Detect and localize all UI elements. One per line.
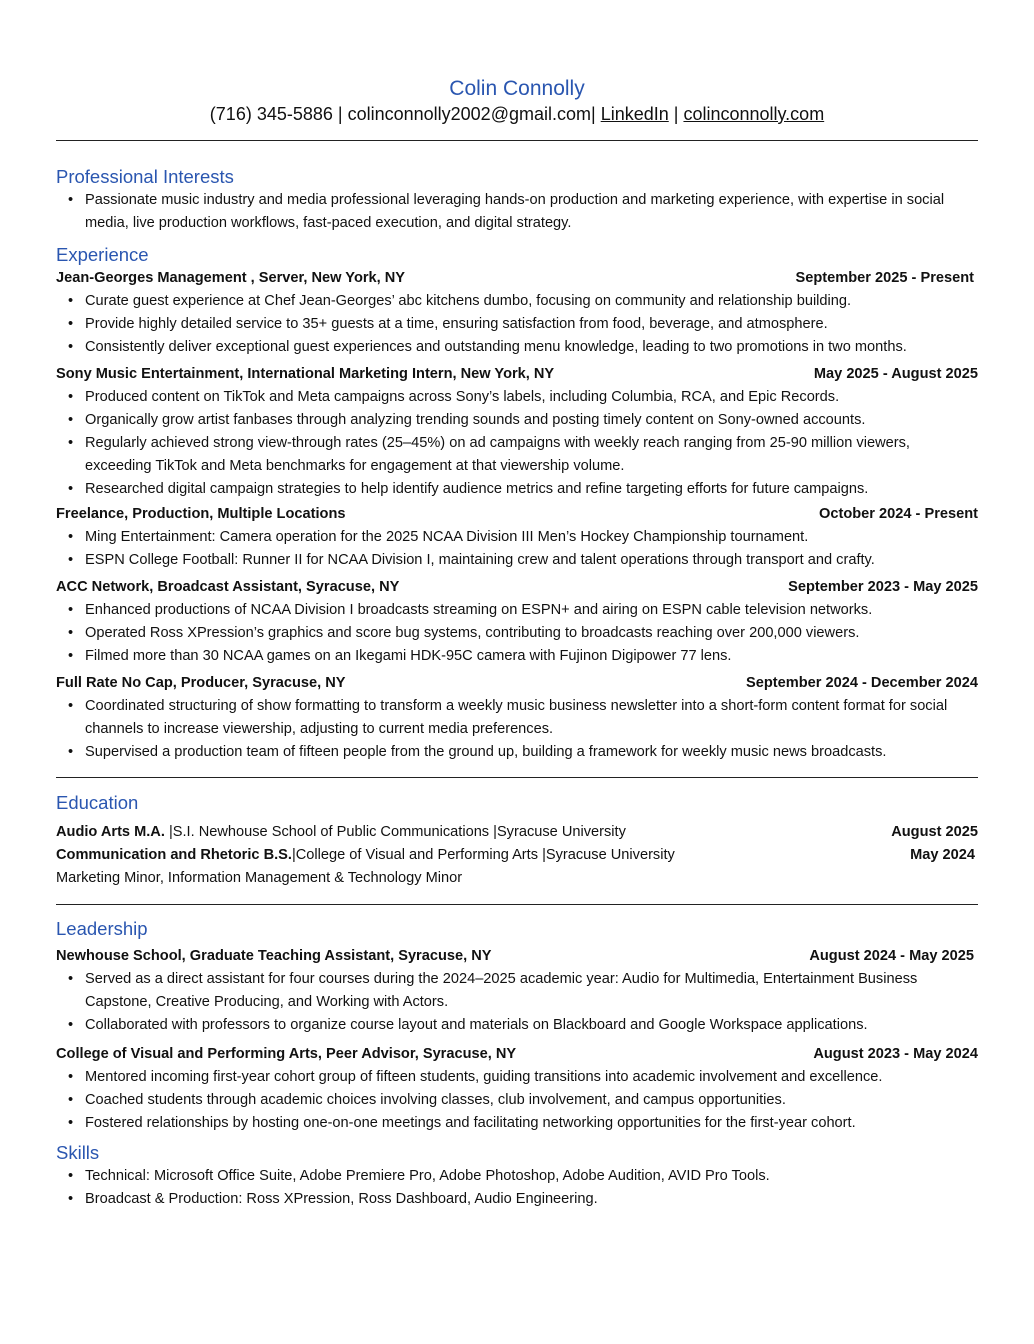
job-title: College of Visual and Performing Arts, Peer Advisor, Syracuse, NY	[56, 1046, 517, 1062]
job-title: Newhouse School, Graduate Teaching Assistant, Syracuse, NY	[56, 948, 492, 964]
job-bullets	[56, 526, 978, 572]
school-name: |S.I. Newhouse School of Public Communications |Syracuse University	[164, 824, 626, 840]
job-heading	[56, 672, 978, 695]
candidate-name: Colin Connolly	[449, 77, 585, 100]
section-title-experience: Experience	[56, 244, 149, 265]
degree-date: August 2025	[891, 824, 978, 840]
list-item: • Regularly achieved strong view-through rates (25–45%) on ad campaigns with weekly reach ranging from 25-90 million viewers, exceeding TikTok and Meta benchmarks for engagement at that viewership volume.	[56, 432, 978, 478]
section-title-interests: Professional Interests	[56, 166, 234, 187]
list-item: • Operated Ross XPression’s graphics and score bug systems, contributing to broadcasts reaching over 200,000 viewers.	[56, 622, 978, 645]
education-row	[56, 844, 978, 867]
job-heading	[56, 503, 978, 526]
separator: |	[673, 104, 684, 124]
interests-section	[56, 165, 978, 235]
school-name: |College of Visual and Performing Arts |Syracuse University	[291, 847, 675, 863]
list-item: • Served as a direct assistant for four courses during the 2024–2025 academic year: Audio for Multimedia, Entertainment Business Capstone, Creative Producing, and Working with Actors.	[56, 968, 978, 1014]
linkedin-link[interactable]: LinkedIn	[600, 104, 669, 124]
list-item: • Fostered relationships by hosting one-on-one meetings and facilitating networking opportunities for the first-year cohort.	[56, 1112, 978, 1135]
job-dates: August 2024 - May 2025	[809, 948, 974, 964]
minors-line: Marketing Minor, Information Management & Technology Minor	[56, 870, 463, 886]
list-item: • Collaborated with professors to organize course layout and materials on Blackboard and Google Workspace applications.	[56, 1014, 978, 1037]
list-item: • Technical: Microsoft Office Suite, Adobe Premiere Pro, Adobe Photoshop, Adobe Audition, AVID Pro Tools.	[56, 1165, 978, 1188]
job-bullets	[56, 968, 978, 1037]
job-bullets	[56, 1066, 978, 1135]
leadership-section	[56, 917, 978, 1135]
section-title-education: Education	[56, 792, 139, 813]
section-title-skills: Skills	[56, 1142, 100, 1163]
education-section	[56, 791, 978, 890]
job-dates: September 2024 - December 2024	[745, 675, 978, 691]
job-title: Full Rate No Cap, Producer, Syracuse, NY	[56, 675, 346, 691]
list-item: • Coached students through academic choices involving classes, club involvement, and campus opportunities.	[56, 1089, 978, 1112]
job-heading	[56, 1043, 978, 1066]
email-address[interactable]: colinconnolly2002@gmail.com	[347, 104, 591, 124]
list-item: • Provide highly detailed service to 35+ guests at a time, ensuring satisfaction from food, beverage, and atmosphere.	[56, 313, 978, 336]
list-item: • Filmed more than 30 NCAA games on an Ikegami HDK-95C camera with Fujinon Digipower 77 lens.	[56, 645, 978, 668]
degree-date: May 2024	[910, 847, 975, 863]
job-dates: August 2023 - May 2024	[813, 1046, 978, 1062]
list-item: • Ming Entertainment: Camera operation for the 2025 NCAA Division III Men’s Hockey Championship tournament.	[56, 526, 978, 549]
job-title: Jean-Georges Management , Server, New York, NY	[56, 270, 406, 286]
degree-name: Audio Arts M.A.	[56, 824, 165, 840]
list-item: • Consistently deliver exceptional guest experiences and outstanding menu knowledge, leading to two promotions in two months.	[56, 336, 978, 359]
phone-number: (716) 345-5886	[209, 104, 333, 124]
list-item: • Researched digital campaign strategies to help identify audience metrics and refine targeting efforts for future campaigns.	[56, 478, 978, 501]
experience-divider	[56, 777, 978, 778]
job-bullets	[56, 599, 978, 668]
list-item: • Produced content on TikTok and Meta campaigns across Sony’s labels, including Columbia, RCA, and Epic Records.	[56, 386, 978, 409]
list-item: • Passionate music industry and media professional leveraging hands-on production and marketing experience, with expertise in social media, live production workflows, fast-paced execution, and digital strategy.	[56, 189, 978, 235]
list-item: • ESPN College Football: Runner II for NCAA Division I, maintaining crew and talent operations through transport and crafty.	[56, 549, 978, 572]
job-title: Freelance, Production, Multiple Locations	[56, 506, 346, 522]
job-dates: October 2024 - Present	[819, 506, 978, 522]
list-item: • Supervised a production team of fifteen people from the ground up, building a framework for weekly music news broadcasts.	[56, 741, 978, 764]
resume-header	[56, 76, 978, 126]
website-link[interactable]: colinconnolly.com	[683, 104, 825, 124]
section-title-leadership: Leadership	[56, 918, 148, 939]
job-heading	[56, 576, 978, 599]
list-item: • Enhanced productions of NCAA Division I broadcasts streaming on ESPN+ and airing on ESPN cable television networks.	[56, 599, 978, 622]
job-heading	[56, 945, 978, 968]
list-item: • Broadcast & Production: Ross XPression, Ross Dashboard, Audio Engineering.	[56, 1188, 978, 1211]
education-row	[56, 821, 978, 844]
header-divider	[56, 140, 978, 141]
skills-list	[56, 1165, 978, 1211]
list-item: • Mentored incoming first-year cohort group of fifteen students, guiding transitions into academic involvement and excellence.	[56, 1066, 978, 1089]
degree-name: Communication and Rhetoric B.S.	[56, 847, 292, 863]
interests-list	[56, 189, 978, 235]
job-heading	[56, 267, 978, 290]
list-item: • Coordinated structuring of show formatting to transform a weekly music business newsletter into a short-form content format for social channels to increase viewership, adjusting to current media preferences.	[56, 695, 978, 741]
separator: |	[591, 104, 601, 124]
job-heading	[56, 363, 978, 386]
skills-section	[56, 1141, 978, 1211]
job-dates: September 2025 - Present	[795, 270, 974, 286]
job-title: ACC Network, Broadcast Assistant, Syracuse, NY	[56, 579, 400, 595]
experience-section	[56, 243, 978, 764]
separator: |	[337, 104, 348, 124]
list-item: • Organically grow artist fanbases through analyzing trending sounds and posting timely content on Sony-owned accounts.	[56, 409, 978, 432]
job-dates: May 2025 - August 2025	[813, 366, 978, 382]
list-item: • Curate guest experience at Chef Jean-Georges’ abc kitchens dumbo, focusing on community and relationship building.	[56, 290, 978, 313]
job-bullets	[56, 290, 978, 359]
job-title: Sony Music Entertainment, International Marketing Intern, New York, NY	[56, 366, 555, 382]
job-bullets	[56, 695, 978, 764]
job-dates: September 2023 - May 2025	[788, 579, 978, 595]
job-bullets	[56, 386, 978, 501]
contact-line	[56, 102, 978, 126]
education-divider	[56, 904, 978, 905]
